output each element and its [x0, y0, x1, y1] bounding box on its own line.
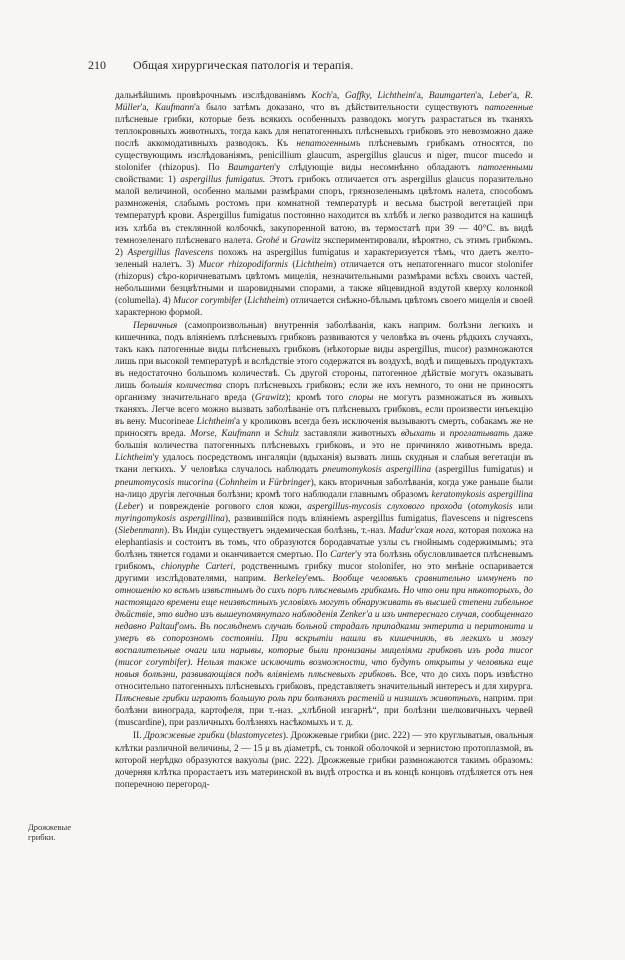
- italic-run: Siebenmann: [118, 525, 164, 536]
- italic-run: Mucor rhizopodiformis: [198, 259, 288, 270]
- paragraph-fungi-species: [115, 90, 533, 319]
- text-run: (: [287, 259, 296, 270]
- text-run: (aspergillus fumigatus) и: [431, 465, 533, 476]
- text-run: 'у эта болѣзнь обусловливается плѣсневымъ грибкомъ,: [115, 549, 534, 572]
- text-run: споръ плѣсневыхъ грибковъ; если же ихъ немного, то они не приносятъ организму значительнаго вреда (: [115, 381, 533, 404]
- italic-run: R. Müller: [115, 91, 533, 114]
- text-run: 'у слѣдующіе виды несомнѣнно обладаютъ: [274, 163, 479, 174]
- italic-run: Koch: [311, 91, 332, 101]
- text-run: ) отличается снѣжно-бѣлымъ цвѣтомъ своего мицелія и своей характерною формой.: [115, 295, 533, 318]
- italic-run: Grohé: [255, 235, 280, 246]
- paragraph-yeast-fungi: [115, 730, 533, 790]
- text-run: 'а было затѣмъ доказано, что въ дѣйствительности существуютъ: [194, 103, 485, 114]
- text-run: , наприм. при болѣзни винограда, картофеля, при т.-наз. „хлѣбной изгарнѣ“, при болѣзни шелковичныхъ червей (muscardine), при различныхъ болѣзняхъ насѣкомыхъ и т. д.: [115, 694, 534, 729]
- text-run: или: [512, 501, 533, 512]
- text-run: и: [260, 429, 275, 440]
- running-title: Общая хирургическая патологія и терапія.: [133, 58, 354, 72]
- italic-run: Berkeley: [273, 573, 307, 584]
- text-run: (: [115, 501, 119, 512]
- text-run: (самопроизвольныя) внутреннія заболѣванія, какъ наприм. болѣзни легкихъ и кишечника, подъ вліяніемъ плѣсневыхъ грибковъ развиваются у человѣка въ очень рѣдкихъ случаяхъ, такъ какъ патогенные виды плѣсневыхъ грибковъ (нѣкоторые виды aspergillus, mucor) размножаются лишь при высокой температурѣ и вслѣдствіе этого содержатся въ воздухѣ, водѣ и пищевыхъ продуктахъ въ недостаточно большомъ количествѣ. Съ другой стороны, патогенное дѣйствіе могутъ оказывать лишь: [115, 320, 533, 392]
- italic-run: Плѣсневые грибки играютъ большую роль при болѣзняхъ растеній и низшихъ животныхъ: [115, 694, 479, 705]
- italic-run: Leber: [118, 501, 140, 512]
- text-run: свойствами: 1): [115, 175, 181, 186]
- text-run: 'а,: [475, 91, 490, 101]
- text-run: 'а,: [140, 103, 155, 114]
- text-run: не могутъ размножаться въ живыхъ тканяхъ. Легче всего можно вызвать заболѣваніе отъ плѣсневыхъ грибковъ, если произвести инъекцію въ вену. Mucorineae: [115, 393, 533, 428]
- text-run: ), развившійся подъ вліяніемъ aspergillus fumigatus, flavescens и nigrescens (: [115, 513, 533, 536]
- page-number: 210: [88, 58, 106, 72]
- text-run: заставляли животныхъ: [298, 429, 401, 440]
- text-run: похожъ на aspergillus fumigatus и характеризуется тѣмъ, что даетъ желто-зеленый налетъ. 3): [115, 247, 533, 270]
- text-run: 'а,: [511, 91, 525, 101]
- text-run: плѣсневымъ грибкамъ относятся, по существующимъ изслѣдованіямъ, penicillium glaucum, aspergillus glaucus и niger, mucor mucedo и stolonifer (rhizopus). По: [115, 139, 533, 174]
- italic-run: споры: [348, 393, 374, 404]
- text-run: 'у удалось посредствомъ ингаляціи (вдыханія) вызвать лишь скудныя и слабыя вегетаціи въ ткани легкихъ. У человѣка случалось наблюдать: [115, 453, 533, 476]
- italic-run: Aspergillus flavescens: [127, 247, 214, 258]
- text-run: Все, что до сихъ поръ извѣстно относительно патогенныхъ плѣсневыхъ грибковъ, представляетъ значительный интересъ и для хирурга.: [115, 670, 533, 693]
- text-run: ). Въ Индіи существуетъ эндемическая болѣзнь, т.-наз.: [163, 525, 389, 536]
- italic-run: Gaffky, Lichtheim: [345, 91, 416, 101]
- text-run: даже большія количества патогенныхъ плѣсневыхъ грибковъ, и это не причиняло животнымъ вреда.: [115, 429, 533, 452]
- text-run: экспериментировали, вѣроятно, съ этимъ грибкомъ. 2): [115, 235, 533, 258]
- text-run: , которая похожа на elephantiasis и состоитъ въ томъ, что образуются бородавчатые узлы съ гнойнымъ содержимымъ; эта болѣзнь тянется годами и оканчивается смертью. По: [115, 525, 533, 560]
- italic-run: aspergillus-mycosis слухового прохода: [307, 501, 463, 512]
- text-run: ). Дрожжевые грибки (рис. 222) — это круглыватыя, овальныя клѣтки различной величины, 2 — 15 μ въ діаметрѣ, съ тонкой оболочкой и зернистою протоплазмой, въ которой нерѣдко образуются вакуолы (рис. 222). Дрожжевые грибки размножаются такимъ образомъ: дочерняя клѣтка прорастаетъ изъ материнской въ видѣ отростка и въ концѣ концовъ отдѣляется отъ нея поперечною перегород-: [115, 731, 534, 790]
- body-text: [115, 90, 533, 791]
- text-run: и: [435, 429, 450, 440]
- text-run: и: [257, 477, 269, 488]
- italic-run: Kaufmann: [154, 103, 195, 114]
- text-run: 'а,: [331, 91, 346, 101]
- text-run: (: [241, 295, 248, 306]
- italic-run: keratomykosis aspergillina: [431, 489, 533, 500]
- margin-note-line: Дрожжевые: [28, 822, 71, 832]
- text-run: (: [224, 731, 231, 742]
- italic-run: Baumgarten: [227, 163, 275, 174]
- italic-run: Schulz: [274, 429, 299, 440]
- italic-run: pneumomycosis mucorina: [115, 477, 214, 488]
- italic-run: непатогеннымъ: [296, 139, 361, 150]
- italic-run: aspergillus fumigatus.: [180, 175, 266, 186]
- text-run: ) отличается отъ непатогеннаго mucor stolonifer (rhizopus) сѣро-коричневатымъ цвѣтомъ мицелія, незначительными размѣрами всѣхъ своихъ частей, небольшими безцвѣтными и шаровидными спорами, а также яйцевидной вздутой кверху колонкой (columella). 4): [115, 259, 534, 306]
- text-run: ); кромѣ того: [285, 393, 349, 404]
- italic-run: проглатывать: [449, 429, 510, 440]
- italic-run: chionyphe Carteri: [160, 561, 233, 572]
- italic-run: Cohnheim: [219, 477, 258, 488]
- italic-run: Madur'ская нога: [388, 525, 454, 536]
- italic-run: Вообще человѣкъ сравнительно иммуненъ по отношенію ко всѣмъ извѣстнымъ до сихъ поръ плѣсневымъ грибкамъ. Но что они при нѣкоторыхъ, до настоящаго времени еще неизвѣстныхъ условіяхъ могутъ обнаруживать въ высшей степени гибельное дѣйствіе, это видно изъ вышеупомянутаго наблюденія Zenker'а и изъ интереснаго случая, сообщеннаго недавно Paltauf'омъ. Въ послѣднемъ случаѣ больной страдалъ припадками энтерита и перитонита и умеръ въ сопорозномъ состояніи. При вскрытіи нашли въ кишечникѣ, въ легкихъ и мозгу воспалительные очаги или нарывы, которые были пронизаны мицеліями грибковъ изъ рода mucor (mucor corymbifer). Нельзя также исключить возможности, что будутъ открыты у человѣка еще новыя болѣзни, развивающіяся подъ вліяніемъ плѣсневыхъ грибковъ.: [115, 573, 533, 681]
- italic-run: Grawitz: [254, 393, 286, 404]
- text-run: плѣсневые грибки, которые безъ всякихъ особенныхъ разводокъ могутъ разрастаться въ тканяхъ теплокровныхъ животныхъ, тогда какъ для непатогенныхъ плѣсневыхъ грибковъ это невозможно даже послѣ аккомодативныхъ разводокъ. Къ: [115, 115, 533, 150]
- text-run: 'а,: [415, 91, 429, 101]
- italic-run: Lichtheim: [196, 417, 235, 428]
- italic-run: Lichtheim: [115, 453, 153, 464]
- text-run: Этотъ грибокъ отличается отъ aspergillus glaucus поразительно малой величиной, особенно малыми размѣрами споръ, грязнозеленымъ цвѣтомъ налета, способомъ размноженія, слабымъ ростомъ при комнатной температурѣ и весьма быстрой вегетаціей при температурѣ крови. Aspergillus fumigatus постоянно находится въ хлѣбѣ и легко разводится на кашицѣ изъ хлѣба въ стеклянной колбочкѣ, закупоренной ватою, въ термостатѣ при 39 — 40°С. въ видѣ темнозеленаго плѣсневаго налета.: [115, 175, 533, 246]
- text-run: и: [279, 235, 291, 246]
- italic-run: большія количества: [140, 381, 222, 392]
- italic-run: pneumomykosis aspergillina: [322, 465, 432, 476]
- text-run: , родственнымъ грибку mucor stolonifer, но это мнѣніе оспаривается другими изслѣдователями, наприм.: [115, 561, 534, 584]
- italic-run: патогенными: [478, 163, 533, 174]
- italic-run: Lichtheim: [295, 259, 334, 270]
- text-run: ), какъ вторичныя заболѣванія, когда уже раньше были на-лицо другія легочныя болѣзни; кромѣ того наблюдали главнымъ образомъ: [115, 477, 533, 500]
- paragraph-primary-diseases: [115, 320, 533, 730]
- italic-run: myringomykosis aspergillina: [115, 513, 225, 524]
- text-run: 'а у кроликовъ всегда безъ исключенія вызываютъ смерть, собакамъ же не приносятъ вреда.: [115, 417, 533, 440]
- margin-note-line: грибки.: [28, 832, 56, 842]
- italic-run: Carter: [330, 549, 356, 560]
- text-run: дальнѣйшимъ провѣрочнымъ изслѣдованіямъ: [115, 91, 312, 101]
- italic-run: Fürbringer: [268, 477, 311, 488]
- text-run: (: [213, 477, 220, 488]
- text-run: ) и поврежденіе рогового слоя кожи,: [140, 501, 308, 512]
- italic-run: Grawitz: [290, 235, 321, 246]
- page-header: [88, 57, 518, 73]
- text-run: II.: [133, 731, 145, 742]
- italic-run: патогенные: [484, 103, 533, 114]
- text-run: (: [462, 501, 471, 512]
- text-run: 'емъ.: [306, 573, 333, 584]
- italic-run: Baumgarten: [428, 91, 476, 101]
- italic-run: Lichtheim: [247, 295, 285, 306]
- italic-run: Leber: [489, 91, 512, 101]
- italic-run: Дрожжевые грибки: [144, 731, 225, 742]
- italic-run: вдыхать: [400, 429, 436, 440]
- italic-run: Morse, Kaufmann: [190, 429, 261, 440]
- margin-note: [28, 822, 108, 842]
- italic-run: Первичныя: [133, 320, 178, 331]
- italic-run: blastomycetes: [230, 731, 283, 742]
- italic-run: Mucor corymbifer: [173, 295, 242, 306]
- italic-run: otomykosis: [470, 501, 513, 512]
